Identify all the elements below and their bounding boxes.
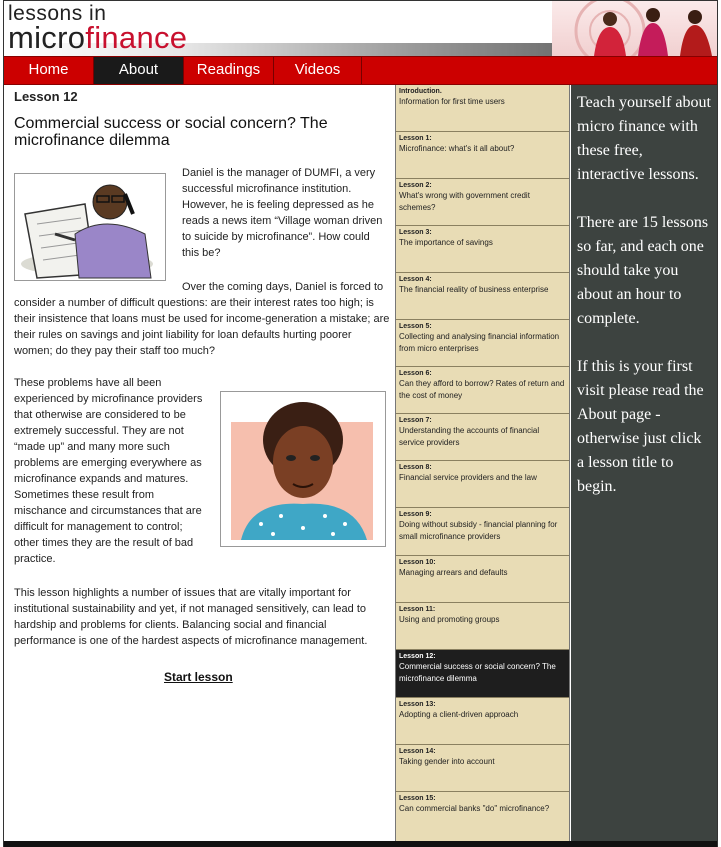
lesson-tag: Lesson 3: [399, 229, 432, 236]
logo-line-1: lessons in [8, 2, 107, 25]
lesson-item-3[interactable] [396, 226, 569, 273]
lesson-item-7[interactable] [396, 414, 569, 461]
lesson-tag: Lesson 8: [399, 464, 432, 471]
lesson-title: Using and promoting groups [399, 615, 500, 624]
lesson-item-8[interactable] [396, 461, 569, 508]
lesson-item-9[interactable] [396, 508, 569, 556]
problems-paragraph: These problems have all been experienced by microfinance providers that otherwise are considered to be extremely successful. They are not “made up” and many more such problems are emerging everywhere as microfinance expands and matures. Sometimes these result from mischance and circumstances that are difficult for management to control; other times they are the result of bad practice. [14, 377, 203, 565]
intro-sidebar [571, 85, 717, 847]
lesson-tag: Lesson 14: [399, 748, 436, 755]
lesson-item-2[interactable] [396, 179, 569, 226]
header-photo-women [552, 1, 717, 56]
woman-portrait-illustration [220, 391, 386, 547]
lesson-item-1[interactable] [396, 132, 569, 179]
footer-bar [4, 841, 717, 847]
lesson-tag: Lesson 10: [399, 559, 436, 566]
page [3, 0, 718, 847]
lesson-title: The importance of savings [399, 238, 493, 247]
lesson-tag: Lesson 2: [399, 182, 432, 189]
lesson-item-4[interactable] [396, 273, 569, 320]
man-on-phone-illustration [14, 173, 166, 281]
lesson-item-5[interactable] [396, 320, 569, 367]
lesson-title: Can commercial banks "do" microfinance? [399, 804, 550, 813]
lesson-title: Microfinance: what's it all about? [399, 144, 515, 153]
lesson-title: Adopting a client-driven approach [399, 710, 519, 719]
lesson-title: What's wrong with government credit schemes? [399, 191, 530, 212]
sidebar-first-visit-text: If this is your first visit please read the About page - otherwise just click a lesson title to begin. [577, 358, 704, 495]
lesson-title: Understanding the accounts of financial service providers [399, 426, 540, 447]
lesson-item-11[interactable] [396, 603, 569, 650]
lesson-title: Managing arrears and defaults [399, 568, 508, 577]
highlights-paragraph: This lesson highlights a number of issues that are vitally important for institutional sustainability and yet, if not managed sensitively, can lead to hardship and problems for clients. Balancing social and financial performance is one of the hardest aspects of microfinance management. [14, 587, 368, 647]
lesson-title: Financial service providers and the law [399, 473, 537, 482]
main-nav [4, 56, 717, 85]
start-lesson-link[interactable]: Start lesson [164, 670, 233, 684]
lesson-item-14[interactable] [396, 745, 569, 792]
lesson-title: Collecting and analysing financial information from micro enterprises [399, 332, 560, 353]
questions-paragraph: Over the coming days, Daniel is forced to consider a number of difficult questions: are their interest rates too high; is their insistence that loans must be used for income-generation a mistake; are their rules on savings and joint liability for loan defaults hurting poorer women; do they pay their staff too much? [14, 281, 390, 357]
nav-about[interactable]: About [94, 57, 184, 84]
lesson-tag: Lesson 9: [399, 511, 432, 518]
lesson-item-intro[interactable] [396, 85, 569, 132]
intro-paragraph: Daniel is the manager of DUMFI, a very successful microfinance institution. However, he is feeling depressed as he reads a news item “Village woman driven to suicide by microfinance”. How could this be? [182, 167, 383, 259]
lesson-item-12-active[interactable] [396, 650, 569, 698]
lesson-title: The financial reality of business enterprise [399, 285, 549, 294]
lesson-tag: Lesson 13: [399, 701, 436, 708]
lesson-item-13[interactable] [396, 698, 569, 745]
site-logo[interactable] [8, 2, 188, 55]
lesson-item-10[interactable] [396, 556, 569, 603]
lesson-tag: Introduction. [399, 88, 442, 95]
lesson-tag: Lesson 7: [399, 417, 432, 424]
lesson-content [14, 89, 390, 684]
lesson-tag: Lesson 5: [399, 323, 432, 330]
nav-readings[interactable]: Readings [184, 57, 274, 84]
lesson-title: Information for first time users [399, 97, 505, 106]
lesson-tag: Lesson 4: [399, 276, 432, 283]
lesson-tag: Lesson 11: [399, 606, 436, 613]
logo-micro: micro [8, 20, 86, 55]
nav-videos[interactable]: Videos [274, 57, 362, 84]
lesson-number: Lesson 12 [14, 89, 78, 104]
lesson-item-6[interactable] [396, 367, 569, 414]
lesson-tag: Lesson 1: [399, 135, 432, 142]
logo-finance: finance [85, 20, 188, 55]
sidebar-intro-text: Teach yourself about micro finance with these free, interactive lessons. [577, 94, 711, 183]
lesson-tag: Lesson 6: [399, 370, 432, 377]
sidebar-count-text: There are 15 lessons so far, and each one should take you about an hour to complete. [577, 214, 709, 327]
lesson-list [395, 85, 570, 847]
lesson-title: Doing without subsidy - financial planning for small microfinance providers [399, 520, 558, 541]
nav-home[interactable]: Home [4, 57, 94, 84]
site-header [4, 1, 717, 56]
lesson-title: Can they afford to borrow? Rates of return and the cost of money [399, 379, 565, 400]
lesson-tag: Lesson 15: [399, 795, 436, 802]
lesson-title: Commercial success or social concern? The microfinance dilemma [399, 662, 556, 683]
page-title: Commercial success or social concern? The microfinance dilemma [14, 115, 328, 149]
lesson-tag: Lesson 12: [399, 653, 436, 660]
logo-line-2 [8, 20, 188, 55]
lesson-item-15[interactable] [396, 792, 569, 842]
lesson-title: Taking gender into account [399, 757, 495, 766]
